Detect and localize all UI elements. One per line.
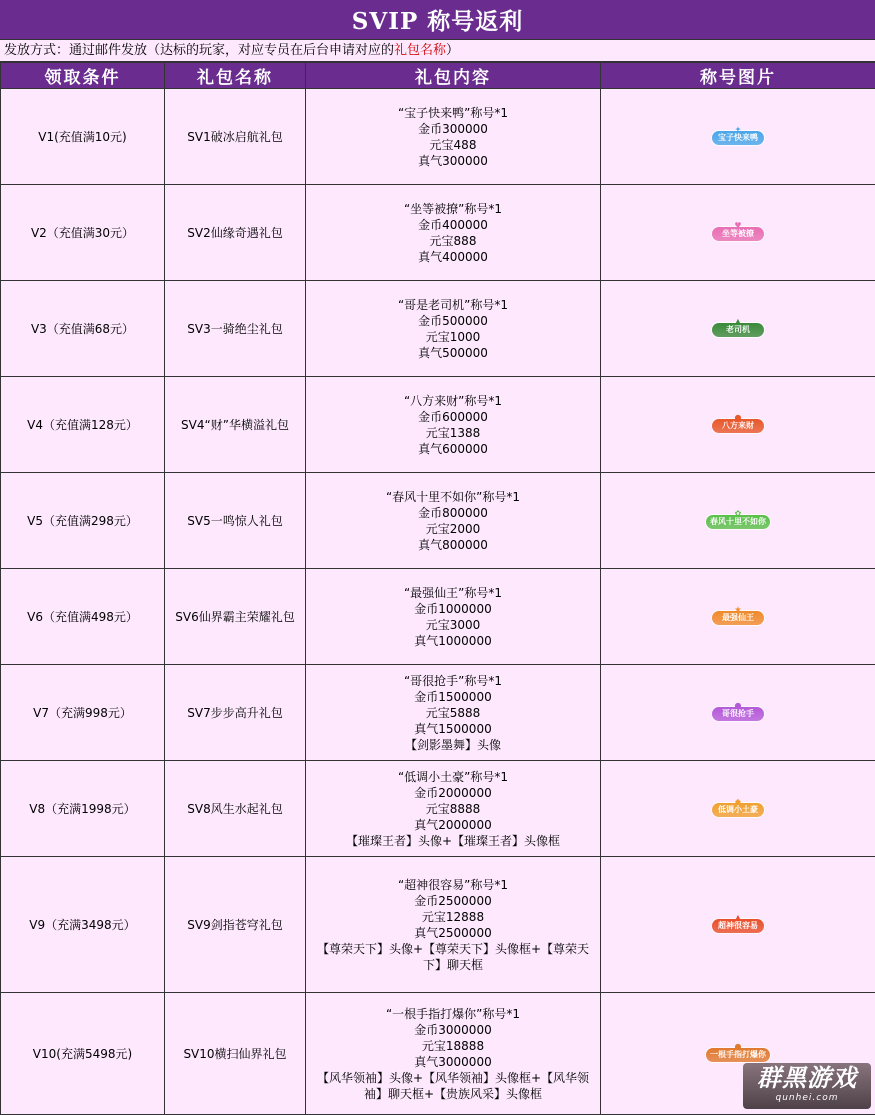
badge-decoration-icon: ▲: [735, 318, 741, 326]
package-content-cell: [306, 185, 601, 281]
content-line: 真气3000000: [308, 1054, 598, 1070]
content-line: 金币1500000: [308, 689, 598, 705]
content-line: 金币500000: [308, 313, 598, 329]
content-line: 元宝3000: [308, 617, 598, 633]
badge-decoration-icon: ◆: [735, 798, 741, 806]
header-row: [1, 63, 875, 89]
content-line: “坐等被撩”称号*1: [308, 201, 598, 217]
badge-text: 八方来财: [722, 421, 754, 430]
package-name-cell: SV3一骑绝尘礼包: [165, 281, 306, 377]
table-row: [1, 185, 875, 281]
content-line: 金币800000: [308, 505, 598, 521]
content-line: 真气1500000: [308, 721, 598, 737]
badge-decoration-icon: ●: [735, 1043, 742, 1051]
badge-decoration-icon: ✿: [735, 510, 742, 518]
package-name-cell: SV5一鸣惊人礼包: [165, 473, 306, 569]
package-content-cell: [306, 761, 601, 857]
badge-text: 春风十里不如你: [710, 517, 766, 526]
page-title: SVIP 称号返利: [0, 0, 875, 40]
title-image-cell: [601, 761, 875, 857]
content-line: 真气800000: [308, 537, 598, 553]
title-image-cell: [601, 185, 875, 281]
content-line: 元宝12888: [308, 909, 598, 925]
watermark-url: qunhei.com: [743, 1093, 871, 1103]
package-name-cell: SV2仙缘奇遇礼包: [165, 185, 306, 281]
content-line: 真气400000: [308, 249, 598, 265]
badge-text: 宝子快来鸭: [718, 133, 758, 142]
package-content-cell: [306, 473, 601, 569]
package-content-cell: [306, 89, 601, 185]
table-row: [1, 857, 875, 993]
table-row: [1, 89, 875, 185]
title-image-cell: [601, 473, 875, 569]
badge-text: 低调小土豪: [718, 805, 758, 814]
content-line: 金币600000: [308, 409, 598, 425]
table-row: [1, 281, 875, 377]
content-line: “最强仙王”称号*1: [308, 585, 598, 601]
content-line: “哥是老司机”称号*1: [308, 297, 598, 313]
condition-cell: V5（充值满298元）: [1, 473, 165, 569]
badge-decoration-icon: ▲: [735, 914, 741, 922]
content-line: 元宝8888: [308, 801, 598, 817]
content-line: 金币1000000: [308, 601, 598, 617]
title-badge-image: [712, 323, 764, 337]
content-line: 真气600000: [308, 441, 598, 457]
header-package-content: 礼包内容: [306, 63, 601, 89]
title-image-cell: [601, 281, 875, 377]
package-content-cell: [306, 377, 601, 473]
content-line: 真气500000: [308, 345, 598, 361]
package-name-cell: SV10横扫仙界礼包: [165, 993, 306, 1115]
title-badge-image: [712, 227, 764, 241]
badge-decoration-icon: ♥: [734, 222, 741, 230]
rebate-rows: [1, 89, 875, 1115]
content-line: “低调小土豪”称号*1: [308, 769, 598, 785]
content-line: 【剑影墨舞】头像: [308, 737, 598, 753]
content-line: 【璀璨王者】头像+【璀璨王者】头像框: [308, 833, 598, 849]
badge-text: 坐等被撩: [722, 229, 754, 238]
badge-decoration-icon: ●: [735, 414, 742, 422]
distribution-method: [0, 40, 875, 62]
content-line: 元宝5888: [308, 705, 598, 721]
rebate-table: [0, 62, 875, 1115]
title-badge-image: [712, 611, 764, 625]
package-name-cell: SV7步步高升礼包: [165, 665, 306, 761]
title-image-cell: [601, 857, 875, 993]
content-line: 金币2500000: [308, 893, 598, 909]
table-row: [1, 377, 875, 473]
content-line: 元宝2000: [308, 521, 598, 537]
badge-decoration-icon: ✦: [735, 126, 742, 134]
package-content-cell: [306, 857, 601, 993]
content-line: 金币400000: [308, 217, 598, 233]
title-badge-image: [706, 515, 770, 529]
condition-cell: V4（充值满128元）: [1, 377, 165, 473]
content-line: 【风华领袖】头像+【风华领袖】头像框+【风华领袖】聊天框+【贵族风采】头像框: [308, 1070, 598, 1102]
package-content-cell: [306, 281, 601, 377]
content-line: 真气300000: [308, 153, 598, 169]
package-name-cell: SV4“财”华横溢礼包: [165, 377, 306, 473]
header-condition: 领取条件: [1, 63, 165, 89]
package-content-cell: [306, 569, 601, 665]
package-content-cell: [306, 665, 601, 761]
content-line: 真气2000000: [308, 817, 598, 833]
condition-cell: V2（充值满30元）: [1, 185, 165, 281]
content-line: “八方来财”称号*1: [308, 393, 598, 409]
watermark-logo-text: 群黑游戏: [743, 1063, 871, 1093]
method-text: 发放方式：通过邮件发放（达标的玩家，对应专员在后台申请对应的: [4, 43, 394, 58]
content-line: 元宝888: [308, 233, 598, 249]
title-badge-image: [712, 707, 764, 721]
header-package-name: 礼包名称: [165, 63, 306, 89]
table-row: [1, 569, 875, 665]
content-line: “超神很容易”称号*1: [308, 877, 598, 893]
package-name-cell: SV6仙界霸主荣耀礼包: [165, 569, 306, 665]
content-line: 金币300000: [308, 121, 598, 137]
header-title-image: 称号图片: [601, 63, 875, 89]
method-highlight: 礼包名称: [394, 43, 446, 58]
title-badge-image: [712, 131, 764, 145]
package-name-cell: SV1破冰启航礼包: [165, 89, 306, 185]
content-line: 真气1000000: [308, 633, 598, 649]
site-watermark: [743, 1063, 871, 1109]
badge-decoration-icon: ●: [735, 702, 742, 710]
badge-text: 老司机: [726, 325, 750, 334]
content-line: 金币3000000: [308, 1022, 598, 1038]
content-line: 【尊荣天下】头像+【尊荣天下】头像框+【尊荣天下】聊天框: [308, 941, 598, 973]
badge-text: 超神很容易: [718, 921, 758, 930]
title-badge-image: [712, 419, 764, 433]
content-line: 真气2500000: [308, 925, 598, 941]
content-line: “宝子快来鸭”称号*1: [308, 105, 598, 121]
content-line: 金币2000000: [308, 785, 598, 801]
package-name-cell: SV9剑指苍穹礼包: [165, 857, 306, 993]
content-line: “一根手指打爆你”称号*1: [308, 1006, 598, 1022]
table-row: [1, 473, 875, 569]
badge-text: 哥很抢手: [722, 709, 754, 718]
badge-text: 一根手指打爆你: [710, 1050, 766, 1059]
content-line: 元宝1000: [308, 329, 598, 345]
package-name-cell: SV8风生水起礼包: [165, 761, 306, 857]
title-badge-image: [706, 1048, 770, 1062]
content-line: 元宝488: [308, 137, 598, 153]
title-badge-image: [712, 919, 764, 933]
table-row: [1, 665, 875, 761]
content-line: “哥很抢手”称号*1: [308, 673, 598, 689]
condition-cell: V7（充满998元）: [1, 665, 165, 761]
condition-cell: V10(充满5498元): [1, 993, 165, 1115]
title-image-cell: [601, 665, 875, 761]
title-image-cell: [601, 569, 875, 665]
content-line: 元宝18888: [308, 1038, 598, 1054]
condition-cell: V9（充满3498元）: [1, 857, 165, 993]
content-line: “春风十里不如你”称号*1: [308, 489, 598, 505]
title-image-cell: [601, 89, 875, 185]
content-line: 元宝1388: [308, 425, 598, 441]
badge-decoration-icon: ★: [734, 606, 741, 614]
method-suffix: ）: [446, 43, 459, 58]
condition-cell: V8（充满1998元）: [1, 761, 165, 857]
condition-cell: V3（充值满68元）: [1, 281, 165, 377]
table-row: [1, 761, 875, 857]
package-content-cell: [306, 993, 601, 1115]
badge-text: 最强仙王: [722, 613, 754, 622]
title-image-cell: [601, 377, 875, 473]
condition-cell: V1(充值满10元): [1, 89, 165, 185]
condition-cell: V6（充值满498元）: [1, 569, 165, 665]
title-badge-image: [712, 803, 764, 817]
